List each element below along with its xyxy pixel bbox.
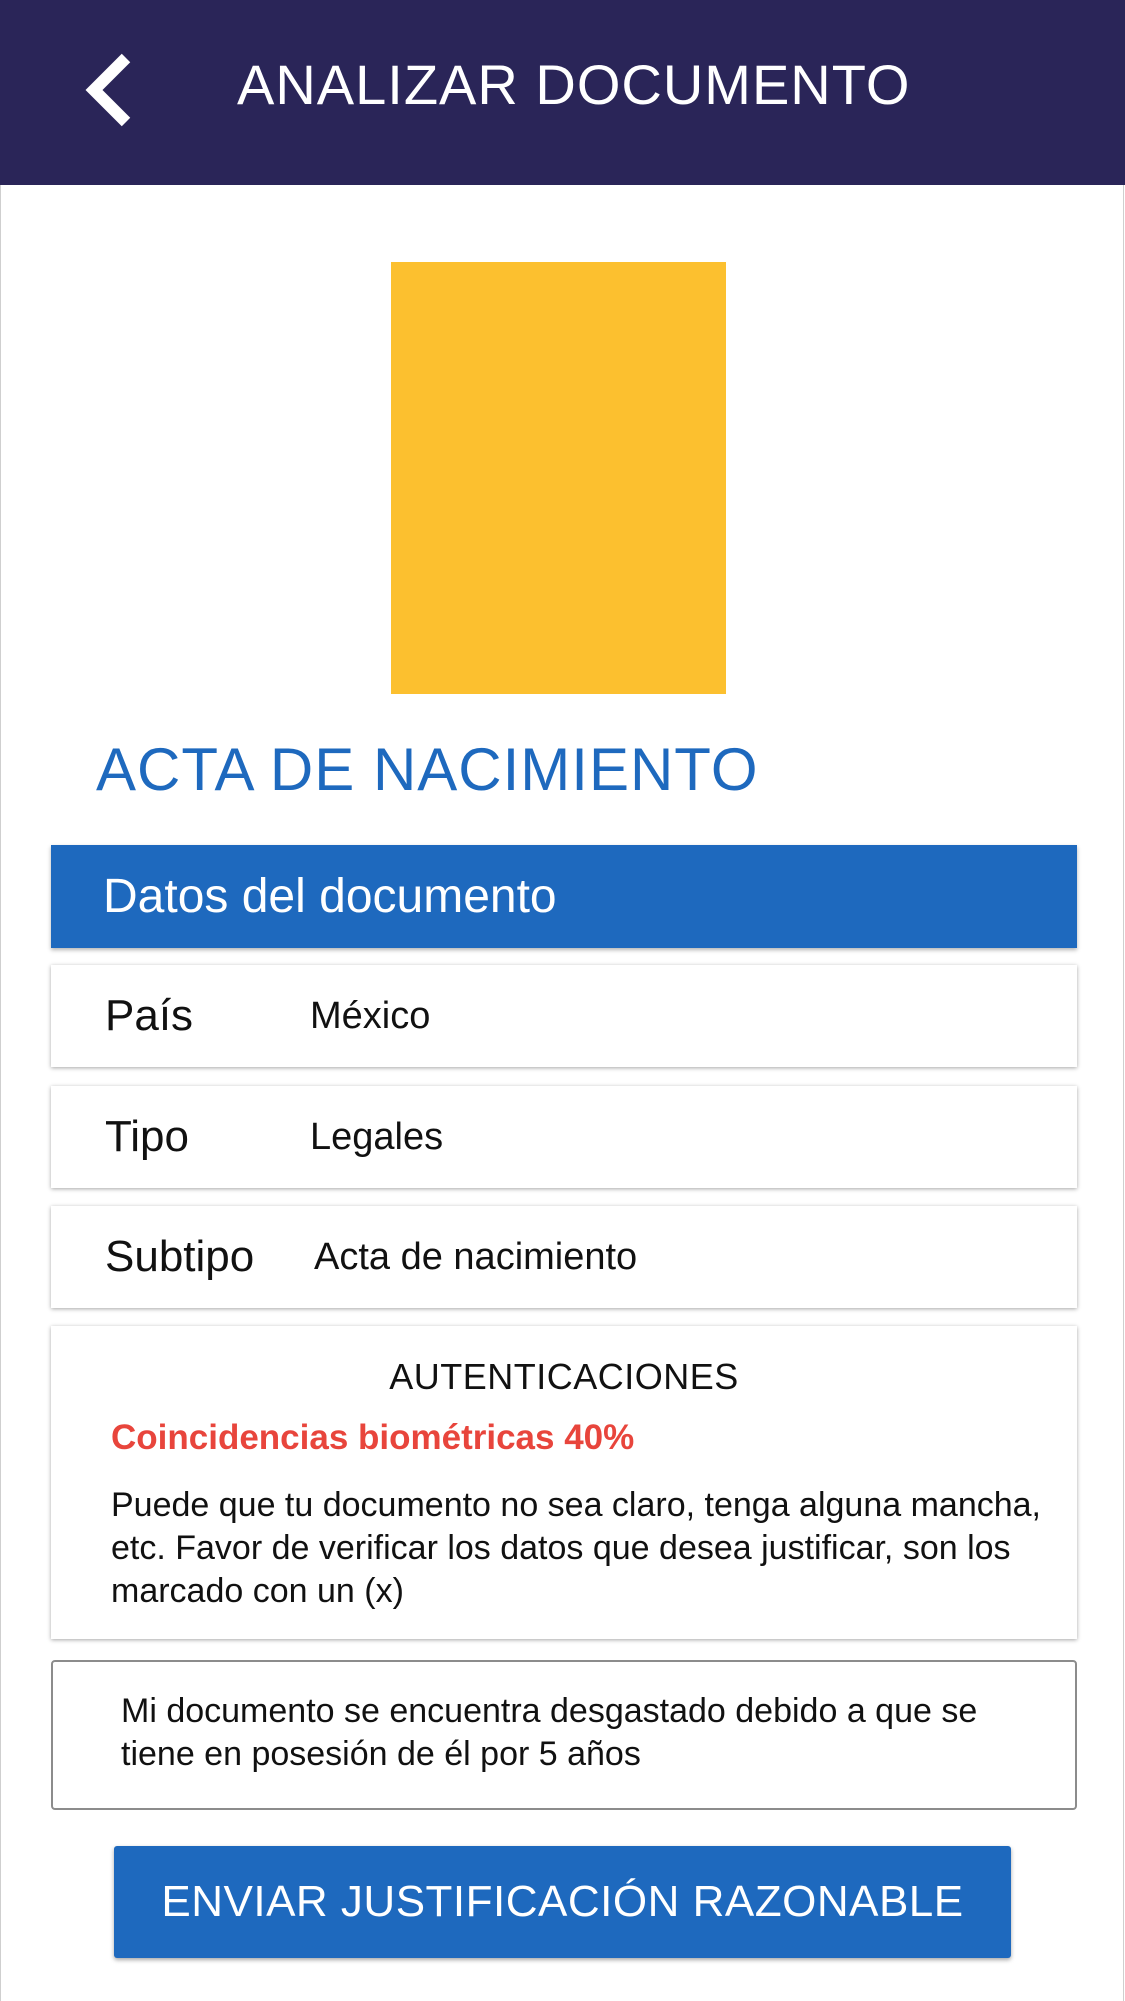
document-title: ACTA DE NACIMIENTO (96, 736, 759, 803)
document-thumbnail[interactable] (391, 262, 726, 694)
field-value-subtype: Acta de nacimiento (314, 1235, 638, 1278)
biometric-match-warning: Coincidencias biométricas 40% (111, 1418, 635, 1457)
submit-justification-button[interactable]: ENVIAR JUSTIFICACIÓN RAZONABLE (114, 1846, 1011, 1958)
justification-textarea[interactable] (51, 1660, 1077, 1810)
justification-text: Mi documento se encuentra desgastado debido a que se tiene en posesión de él por 5 años (121, 1692, 978, 1773)
app-bar (0, 0, 1125, 185)
field-row-subtype (51, 1206, 1077, 1308)
authentications-card (51, 1326, 1077, 1639)
field-label-type: Tipo (105, 1112, 189, 1161)
field-value-type: Legales (310, 1115, 444, 1158)
field-row-type (51, 1086, 1077, 1188)
section-header-document-data (51, 845, 1077, 948)
back-button[interactable] (60, 40, 160, 140)
page-title: ANALIZAR DOCUMENTO (237, 53, 911, 116)
field-row-country (51, 965, 1077, 1067)
authentications-title: AUTENTICACIONES (389, 1356, 739, 1397)
field-label-country: País (105, 991, 194, 1040)
chevron-left-icon (82, 52, 138, 128)
field-value-country: México (310, 994, 431, 1037)
authentications-description: Puede que tu documento no sea claro, tenga alguna mancha, etc. Favor de verificar los datos que desea justificar, son los marcado con un (x) (111, 1486, 1042, 1610)
section-header-label: Datos del documento (103, 870, 557, 923)
field-label-subtype: Subtipo (105, 1232, 255, 1281)
